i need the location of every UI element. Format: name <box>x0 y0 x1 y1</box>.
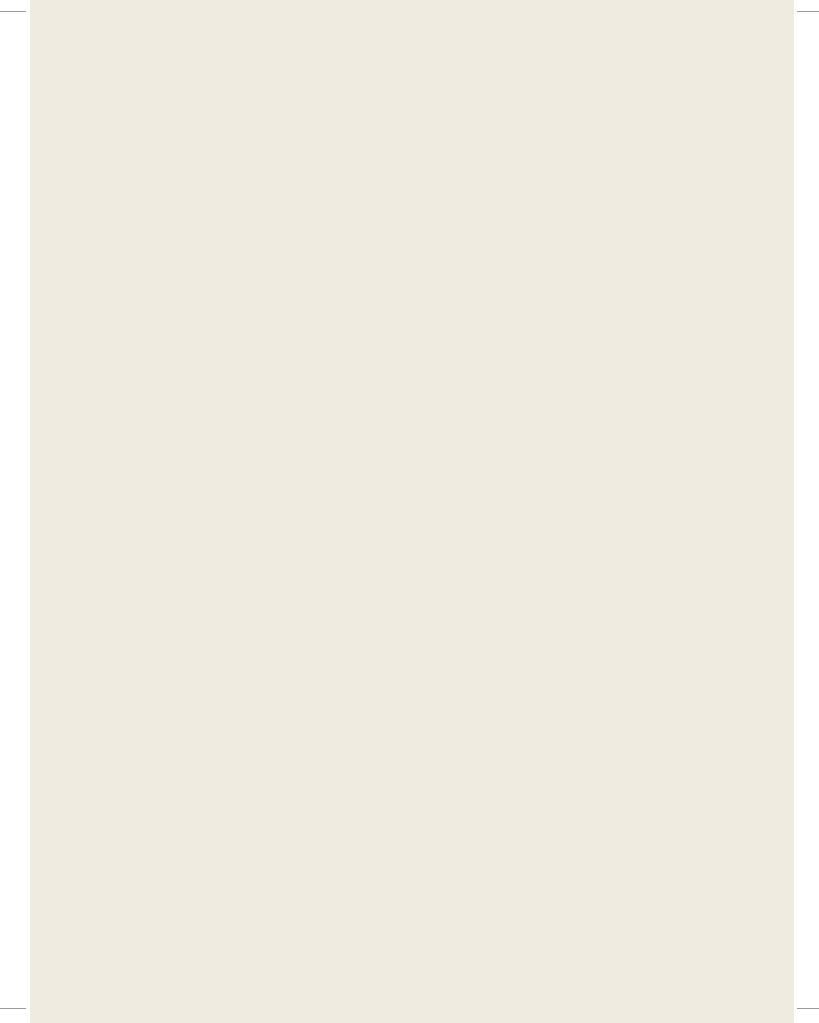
crop-mark <box>797 1008 819 1009</box>
crop-mark <box>0 11 26 12</box>
letter-collage-top <box>30 0 390 150</box>
crop-mark <box>797 11 819 12</box>
crop-mark <box>0 1008 26 1009</box>
programme-page <box>30 0 794 1023</box>
letter-collage-bottom <box>30 922 794 1023</box>
